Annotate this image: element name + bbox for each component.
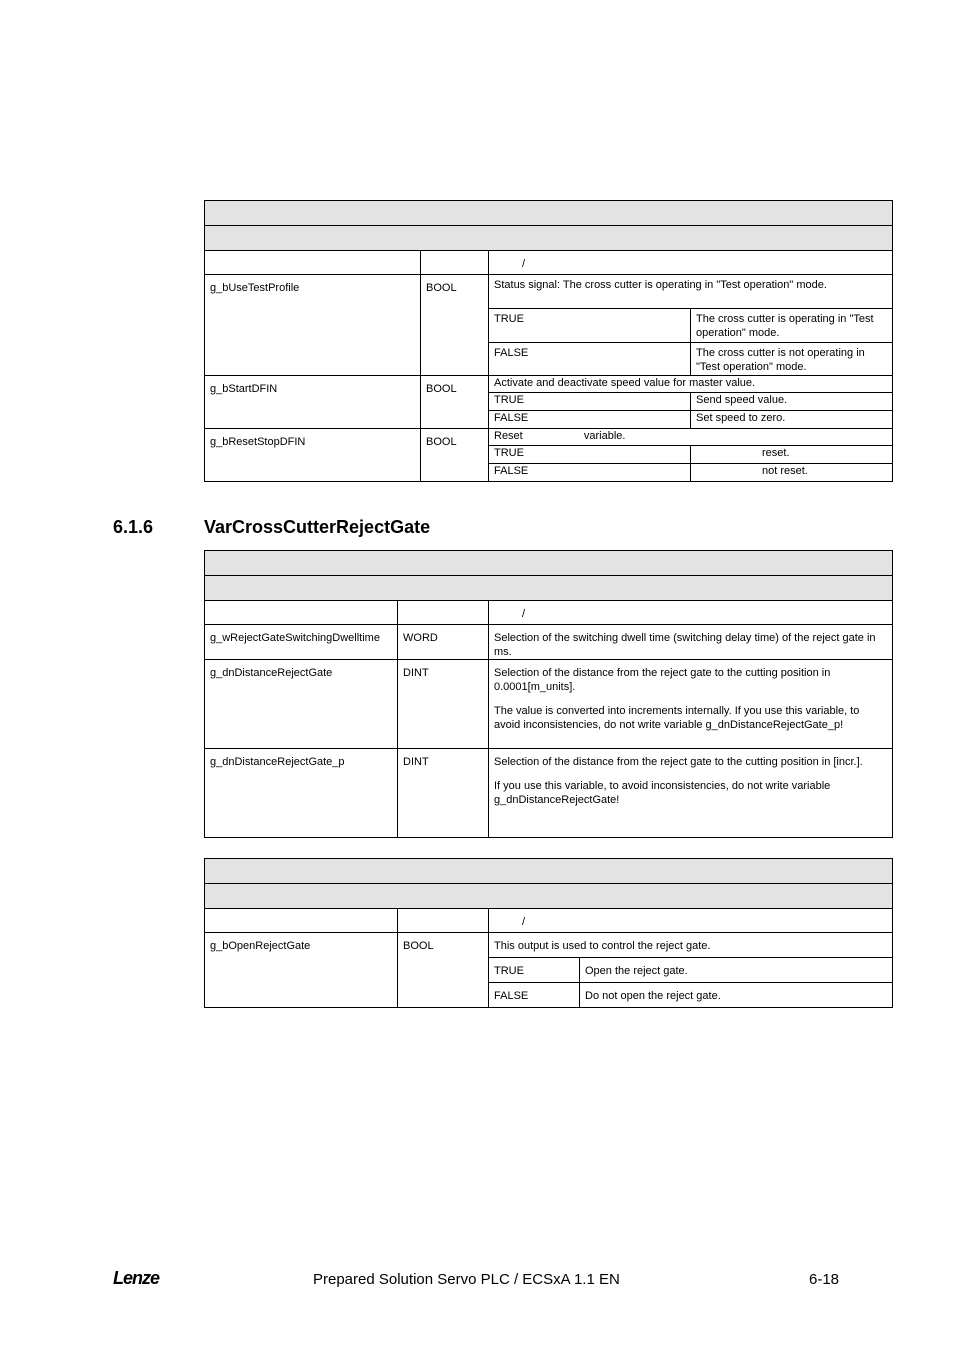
description-paragraph: Selection of the distance from the reject gate to the cutting position in 0.0001[m_units].	[494, 667, 831, 693]
variable-name: g_bStartDFIN	[205, 376, 421, 429]
table-subtitle-band	[205, 884, 893, 909]
header-name	[205, 251, 421, 275]
table-row	[205, 749, 893, 838]
description-paragraph: If you use this variable, to avoid inconsistencies, do not write variable g_dnDistanceRejectGate!	[494, 780, 831, 806]
lenze-logo: Lenze	[113, 1268, 160, 1288]
value-true-label: TRUE	[489, 393, 691, 411]
table-title-band	[205, 551, 893, 576]
variable-description	[489, 749, 893, 838]
table-row	[205, 933, 893, 958]
table-reject-gate-inputs	[204, 550, 893, 838]
value-false-text: Set speed to zero.	[691, 411, 893, 429]
value-true-label: TRUE	[489, 446, 691, 464]
section-number: 6.1.6	[113, 517, 154, 537]
value-true-text: The cross cutter is operating in "Test operation" mode.	[691, 309, 893, 343]
table-subtitle-band	[205, 576, 893, 601]
variable-description: This output is used to control the reject gate.	[489, 933, 893, 958]
value-false-text: not reset.	[691, 464, 893, 482]
value-false-label: FALSE	[489, 983, 580, 1008]
variable-description	[489, 660, 893, 749]
header-name	[205, 909, 398, 933]
header-type	[398, 909, 489, 933]
page-number: 6-18	[809, 1271, 840, 1288]
value-true-text: reset.	[691, 446, 893, 464]
variable-name: g_wRejectGateSwitchingDwelltime	[205, 625, 398, 660]
value-false-label: FALSE	[489, 464, 691, 482]
value-false-label: FALSE	[489, 343, 691, 376]
footer-title: Prepared Solution Servo PLC / ECSxA 1.1 EN	[313, 1271, 620, 1288]
section-title: VarCrossCutterRejectGate	[204, 517, 431, 537]
description-paragraph: The value is converted into increments internally. If you use this variable, to avoid inconsistencies, do not write variable g_dnDistanceRejectGate_p!	[494, 705, 860, 731]
header-type	[421, 251, 489, 275]
table-header-row	[205, 909, 893, 933]
value-true-label: TRUE	[489, 958, 580, 983]
variable-description: Reset variable.	[489, 429, 893, 446]
variable-type: BOOL	[421, 376, 489, 429]
value-true-label: TRUE	[489, 309, 691, 343]
variable-name: g_bUseTestProfile	[205, 275, 421, 376]
variable-name: g_dnDistanceRejectGate_p	[205, 749, 398, 838]
description-paragraph: Selection of the distance from the reject gate to the cutting position in [incr.].	[494, 756, 863, 768]
value-false-text: Do not open the reject gate.	[580, 983, 893, 1008]
description-paragraph: Selection of the switching dwell time (switching delay time) of the reject gate in ms.	[494, 632, 876, 658]
variable-type: WORD	[398, 625, 489, 660]
value-true-text: Open the reject gate.	[580, 958, 893, 983]
section-heading	[113, 517, 430, 538]
table-title-band	[205, 201, 893, 226]
variable-type: BOOL	[421, 275, 489, 376]
header-description: /	[489, 601, 893, 625]
table-system-variables	[204, 200, 893, 482]
table-subtitle-band	[205, 226, 893, 251]
value-true-text: Send speed value.	[691, 393, 893, 411]
variable-description	[489, 625, 893, 660]
table-title-band	[205, 859, 893, 884]
header-name	[205, 601, 398, 625]
value-false-text: The cross cutter is not operating in "Test operation" mode.	[691, 343, 893, 376]
table-row	[205, 429, 893, 446]
variable-type: BOOL	[421, 429, 489, 482]
table-row	[205, 625, 893, 660]
variable-name: g_dnDistanceRejectGate	[205, 660, 398, 749]
table-row	[205, 275, 893, 309]
table-reject-gate-outputs	[204, 858, 893, 1008]
variable-type: DINT	[398, 749, 489, 838]
table-row	[205, 660, 893, 749]
table-row	[205, 376, 893, 393]
value-false-label: FALSE	[489, 411, 691, 429]
header-type	[398, 601, 489, 625]
table-header-row	[205, 251, 893, 275]
variable-type: BOOL	[398, 933, 489, 1008]
variable-type: DINT	[398, 660, 489, 749]
variable-description: Status signal: The cross cutter is operating in "Test operation" mode.	[489, 275, 893, 309]
variable-name: g_bResetStopDFIN	[205, 429, 421, 482]
variable-name: g_bOpenRejectGate	[205, 933, 398, 1008]
table-header-row	[205, 601, 893, 625]
header-description: /	[489, 251, 893, 275]
variable-description: Activate and deactivate speed value for master value.	[489, 376, 893, 393]
header-description: /	[489, 909, 893, 933]
